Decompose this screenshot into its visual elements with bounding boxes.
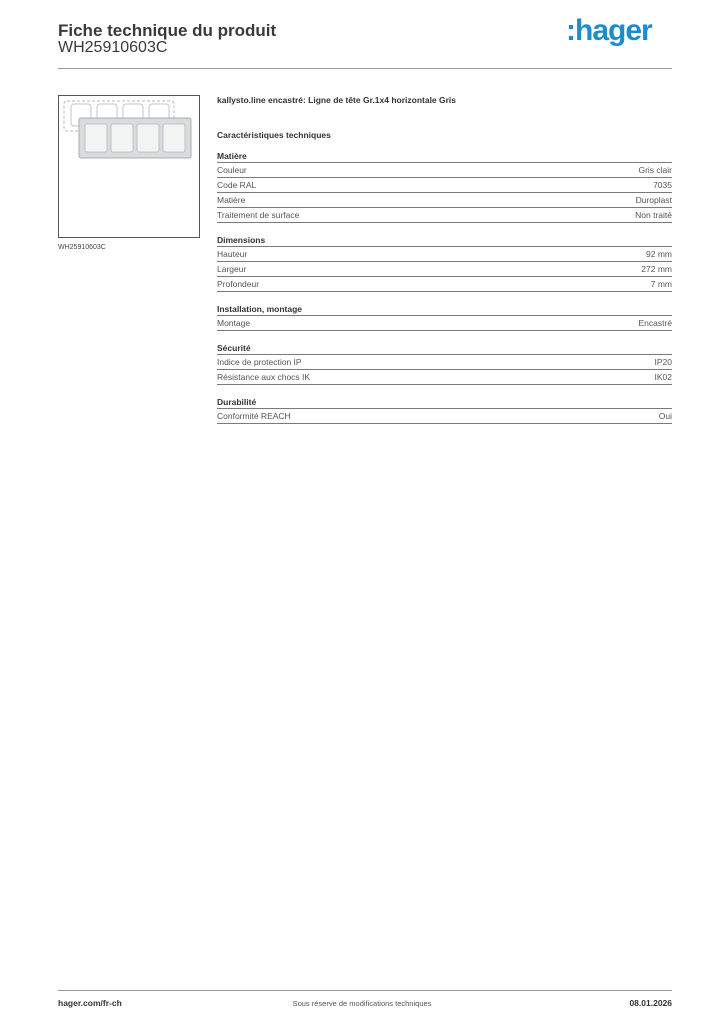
spec-section [217, 303, 672, 331]
hager-logo [566, 13, 658, 47]
product-image-drawing [59, 96, 199, 237]
spec-label: Indice de protection IP [217, 357, 302, 367]
spec-row [217, 208, 672, 223]
spec-label: Couleur [217, 165, 247, 175]
section-title: Installation, montage [217, 303, 672, 316]
spec-section [217, 396, 672, 424]
spec-row [217, 247, 672, 262]
spec-row [217, 178, 672, 193]
spec-label: Montage [217, 318, 251, 328]
footer-notice: Sous réserve de modifications techniques [292, 999, 432, 1008]
specs-heading: Caractéristiques techniques [217, 130, 331, 140]
spec-value: 7035 [653, 180, 672, 190]
spec-value: Gris clair [638, 165, 672, 175]
product-image [58, 95, 200, 238]
spec-row [217, 355, 672, 370]
spec-label: Profondeur [217, 279, 260, 289]
spec-label: Matière [217, 195, 246, 205]
section-title: Matière [217, 150, 672, 163]
page-title: Fiche technique du produit [58, 21, 277, 40]
spec-value: Oui [658, 411, 672, 421]
spec-row [217, 277, 672, 292]
spec-section [217, 342, 672, 385]
spec-value: 92 mm [646, 249, 672, 259]
spec-row [217, 316, 672, 331]
spec-row [217, 409, 672, 424]
spec-label: Code RAL [217, 180, 257, 190]
spec-value: IP20 [654, 357, 672, 367]
spec-row [217, 262, 672, 277]
spec-row [217, 193, 672, 208]
product-code: WH25910603C [58, 39, 168, 56]
spec-label: Largeur [217, 264, 247, 274]
section-title: Dimensions [217, 234, 672, 247]
spec-row [217, 370, 672, 385]
spec-section [217, 150, 672, 223]
product-description: kallysto.line encastré: Ligne de tête Gr.1x4 horizontale Gris [217, 95, 457, 105]
spec-sections [217, 150, 672, 424]
spec-row [217, 163, 672, 178]
image-caption: WH25910603C [58, 244, 106, 251]
section-title: Durabilité [217, 396, 672, 409]
spec-value: 7 mm [650, 279, 672, 289]
spec-label: Traitement de surface [217, 210, 300, 220]
spec-label: Hauteur [217, 249, 248, 259]
spec-value: Duroplast [635, 195, 672, 205]
spec-section [217, 234, 672, 292]
section-title: Sécurité [217, 342, 672, 355]
spec-value: Encastré [638, 318, 672, 328]
footer-divider [58, 990, 672, 991]
header-divider [58, 68, 672, 69]
spec-label: Conformité REACH [217, 411, 291, 421]
logo-text: :hager [566, 14, 652, 47]
spec-label: Résistance aux chocs IK [217, 372, 311, 382]
spec-value: Non traité [635, 210, 672, 220]
spec-value: IK02 [654, 372, 672, 382]
spec-content [217, 93, 672, 424]
footer-date: 08.01.2026 [629, 998, 672, 1008]
spec-value: 272 mm [641, 264, 672, 274]
footer-website[interactable]: hager.com/fr-ch [58, 998, 122, 1008]
